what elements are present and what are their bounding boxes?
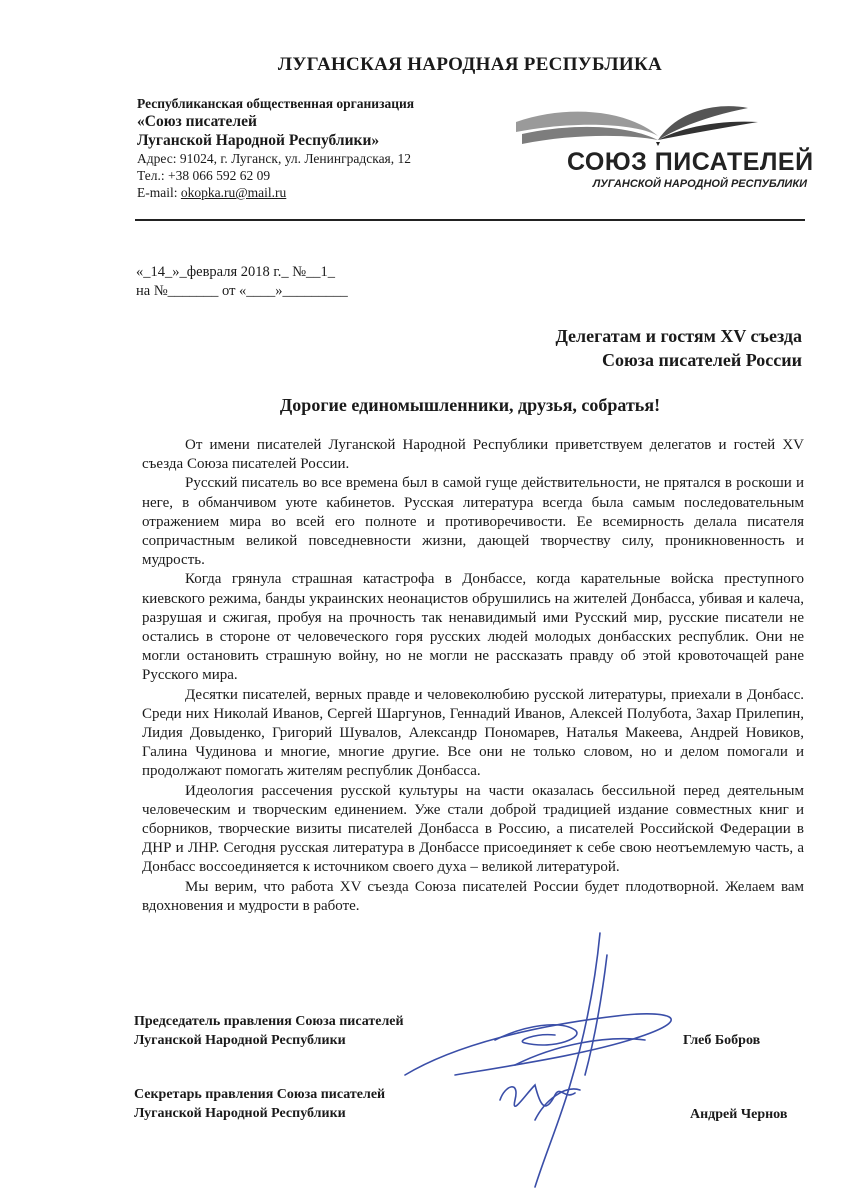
body-paragraph: Русский писатель во все времена был в самой гуще действительности, не прятался в роскоши и неге, в обманчивом уюте кабинетов. Русская литература всегда была самым последовательным отражением мира во всей его полноте и противоречивости. Ее всемирность делала писателя сопричастным великой повседневности жизни, дающей творчеству силу, проникновенность и мудрость. bbox=[142, 475, 804, 569]
letter-body bbox=[142, 436, 804, 916]
body-paragraph: От имени писателей Луганской Народной Республики приветствуем делегатов и гостей XV съезда Союза писателей России. bbox=[142, 437, 804, 473]
secretary-title bbox=[134, 1085, 385, 1123]
header-divider bbox=[135, 219, 805, 221]
chair-title-line-1: Председатель правления Союза писателей bbox=[134, 1014, 404, 1029]
org-name-line-1: «Союз писателей bbox=[137, 113, 257, 130]
reference-reply-to: на №_______ от «____»_________ bbox=[136, 283, 348, 299]
secretary-title-line-1: Секретарь правления Союза писателей bbox=[134, 1087, 386, 1102]
body-paragraph: Когда грянула страшная катастрофа в Донбассе, когда карательные войска преступного киевского режима, банды украинских неонацистов обрушились на жителей Донбасса, убивая и калеча, разрушая и сжигая, пробуя на прочность так ненавидимый ими Русский мир, русские писатели не остались в стороне от человеческого горя русских людей молодых донбасских республик. Они не могли остановить страшную войну, но не могли не рассказать правду об этой кровоточащей ране Русского мира. bbox=[142, 571, 804, 684]
body-paragraph: Идеология рассечения русской культуры на части оказалась бессильной перед деятельным человеческим и творческим единением. Уже стали доброй традицией издание совместных книг и сборников, творческие визиты писателей Донбасса в Россию, а писателей Российской Федерации в ДНР и ЛНР. Сегодня русская литература в Донбассе присоединяет к себе свою неотъемлемую часть, а Донбасс воссоединяется к источником своего духа – великой литературой. bbox=[142, 782, 804, 876]
logo-subtitle: ЛУГАНСКОЙ НАРОДНОЙ РЕСПУБЛИКИ bbox=[592, 178, 807, 190]
body-paragraph: Десятки писателей, верных правде и человеколюбию русской литературы, приехали в Донбасс. Среди них Николай Иванов, Сергей Шаргунов, Геннадий Иванов, Алексей Полубота, Захар Прилепин, Лидия Довыденко, Григорий Шувалов, Александр Пономарев, Наталья Макеева, Андрей Новиков, Галина Чудинова и многие, многие другие. Все они не только словом, но и делом помогали и продолжают помогать жителям республик Донбасса. bbox=[142, 686, 804, 780]
addressee-line-2: Союза писателей России bbox=[601, 350, 802, 370]
republic-heading: ЛУГАНСКАЯ НАРОДНАЯ РЕСПУБЛИКА bbox=[277, 54, 663, 75]
org-name-line-2: Луганской Народной Республики» bbox=[137, 132, 380, 149]
email-link[interactable]: okopka.ru@mail.ru bbox=[180, 185, 287, 200]
org-phone: Тел.: +38 066 592 62 09 bbox=[137, 168, 271, 183]
reference-date-number: «_14_»_февраля 2018 г._ №__1_ bbox=[136, 264, 336, 280]
org-email-line bbox=[137, 184, 414, 201]
document-reference bbox=[136, 263, 348, 301]
chair-name: Глеб Бобров bbox=[683, 1033, 761, 1048]
greeting: Дорогие единомышленники, друзья, собратья! bbox=[279, 395, 661, 415]
chair-title bbox=[134, 1012, 404, 1050]
handwritten-signature-icon bbox=[395, 925, 715, 1195]
chair-title-line-2: Луганской Народной Республики bbox=[134, 1033, 346, 1048]
addressee-line-1: Делегатам и гостям XV съезда bbox=[555, 326, 802, 346]
logo-title: СОЮЗ ПИСАТЕЛЕЙ bbox=[567, 148, 814, 176]
secretary-title-line-2: Луганской Народной Республики bbox=[134, 1106, 346, 1121]
email-label: E-mail: bbox=[137, 185, 181, 200]
org-address: Адрес: 91024, г. Луганск, ул. Ленинградская, 12 bbox=[137, 151, 412, 166]
addressee-block bbox=[555, 324, 802, 372]
body-paragraph: Мы верим, что работа XV съезда Союза писателей России будет плодотворной. Желаем вам вдохновения и мудрости в работе. bbox=[142, 878, 804, 914]
secretary-name: Андрей Чернов bbox=[690, 1107, 788, 1122]
org-type: Республиканская общественная организация bbox=[137, 96, 415, 111]
organization-block bbox=[137, 95, 414, 201]
